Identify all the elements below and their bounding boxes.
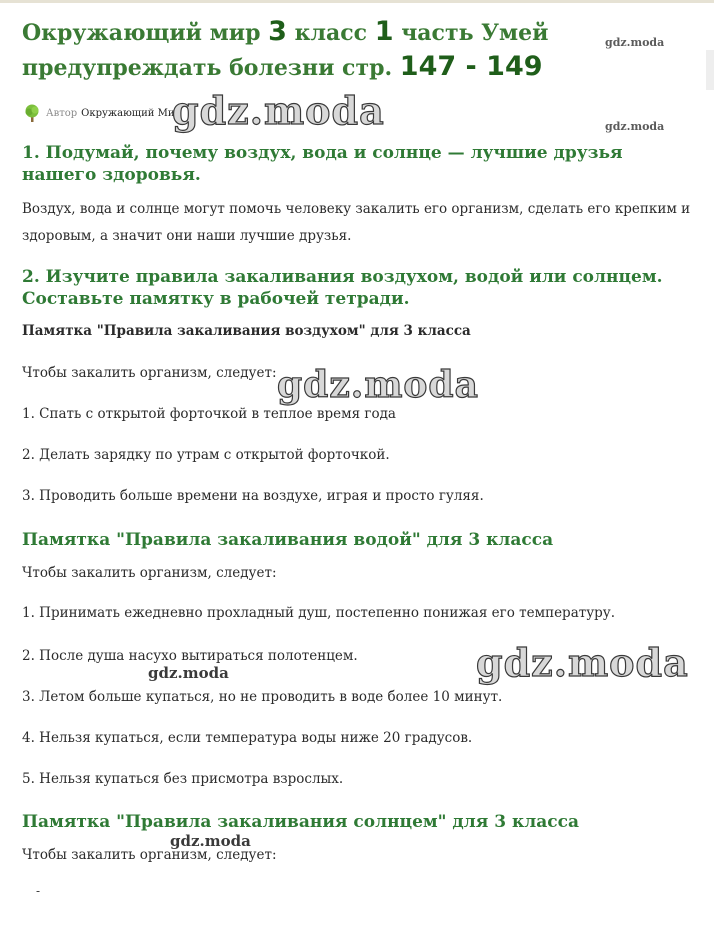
- scrollbar-stub[interactable]: [706, 50, 714, 90]
- watermark-small: gdz.moda: [605, 36, 665, 49]
- page-title: Окружающий мир 3 класс 1 часть Умей предупреждать болезни стр. 147 - 149: [22, 16, 549, 82]
- watermark-small: gdz.moda: [148, 664, 229, 682]
- watermark-big: gdz.moda: [277, 364, 479, 406]
- air-memo-intro: Чтобы закалить организм, следует:: [22, 365, 277, 381]
- list-item: 1. Спать с открытой форточкой в теплое время года: [22, 406, 396, 422]
- author-name[interactable]: Окружающий Мир: [81, 107, 181, 119]
- watermark-big: gdz.moda: [172, 88, 385, 133]
- list-item: -: [36, 884, 41, 898]
- tree-icon: [22, 103, 42, 123]
- watermark-small: gdz.moda: [605, 120, 665, 133]
- sun-memo-intro: Чтобы закалить организм, следует:: [22, 847, 277, 863]
- watermark-small: gdz.moda: [170, 832, 251, 850]
- top-divider: [0, 0, 714, 3]
- question-1-heading: 1. Подумай, почему воздух, вода и солнце — лучшие друзья нашего здоровья.: [22, 143, 623, 185]
- author-line: [22, 102, 181, 124]
- water-memo-intro: Чтобы закалить организм, следует:: [22, 565, 277, 581]
- list-item: 2. Делать зарядку по утрам с открытой форточкой.: [22, 447, 390, 463]
- list-item: 1. Принимать ежедневно прохладный душ, постепенно понижая его температуру.: [22, 605, 616, 621]
- question-1-answer: Воздух, вода и солнце могут помочь человеку закалить его организм, сделать его крепким и здоровым, а значит они наши лучшие друзья.: [22, 201, 691, 244]
- water-memo-title: Памятка "Правила закаливания водой" для 3 класса: [22, 530, 554, 550]
- author-label: Автор: [46, 107, 78, 119]
- sun-memo-title: Памятка "Правила закаливания солнцем" для 3 класса: [22, 812, 579, 832]
- list-item: 5. Нельзя купаться без присмотра взрослых.: [22, 771, 344, 787]
- air-memo-title: Памятка "Правила закаливания воздухом" для 3 класса: [22, 323, 471, 339]
- list-item: 3. Летом больше купаться, но не проводить в воде более 10 минут.: [22, 689, 503, 705]
- question-2-heading: 2. Изучите правила закаливания воздухом, водой или солнцем. Составьте памятку в рабочей тетради.: [22, 267, 663, 309]
- list-item: 2. После душа насухо вытираться полотенцем.: [22, 648, 358, 664]
- watermark-big: gdz.moda: [476, 640, 689, 685]
- list-item: 4. Нельзя купаться, если температура воды ниже 20 градусов.: [22, 730, 473, 746]
- list-item: 3. Проводить больше времени на воздухе, играя и просто гуляя.: [22, 488, 484, 504]
